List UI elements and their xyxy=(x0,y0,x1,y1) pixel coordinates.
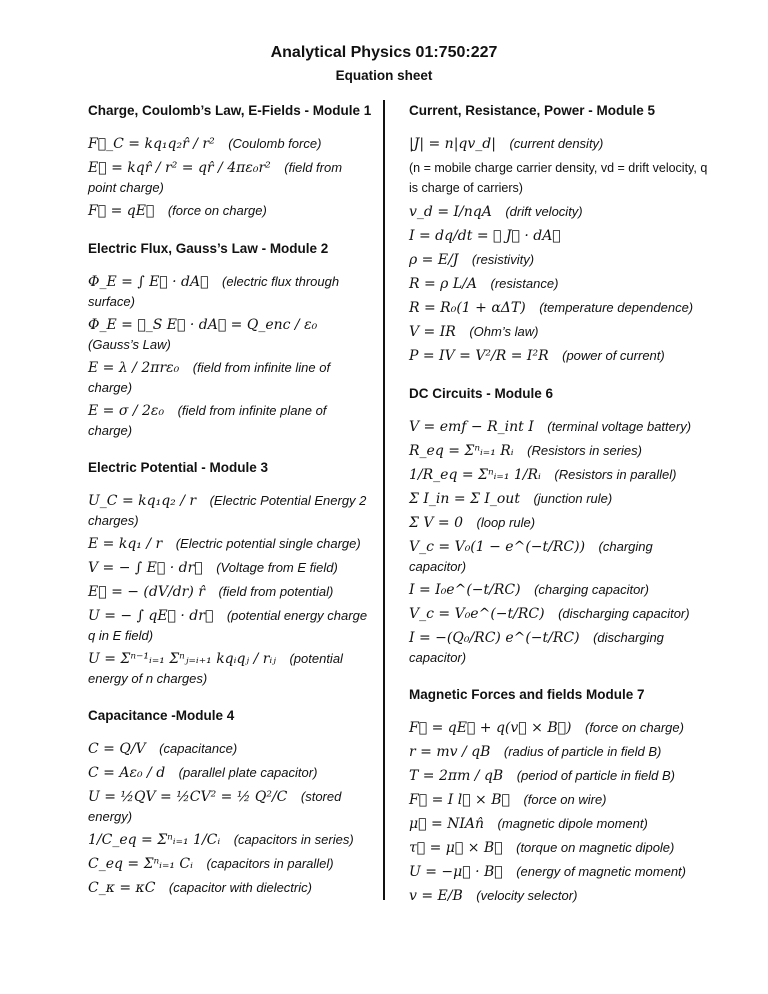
equation-section xyxy=(409,687,709,910)
equation-line xyxy=(409,862,709,882)
equation-line xyxy=(409,790,709,810)
equation-math: C_κ = κC xyxy=(88,880,156,896)
equation-description: (current density) xyxy=(509,136,604,151)
equation-line xyxy=(409,886,709,906)
equation-math: V = − ∫ E⃗ · dr⃗ xyxy=(88,560,203,576)
equation-math: I = −(Q₀/RC) e^(−t/RC) xyxy=(409,630,580,646)
equation-section xyxy=(88,103,373,225)
equation-line xyxy=(88,158,373,197)
equation-line xyxy=(88,358,373,397)
equation-math: E = λ / 2πrε₀ xyxy=(88,360,180,376)
equation-math: 1/C_eq = Σⁿᵢ₌₁ 1/Cᵢ xyxy=(88,832,221,848)
equation-description: (potential energy charge q in E field) xyxy=(88,608,368,643)
equation-line xyxy=(88,272,373,311)
column-divider xyxy=(383,100,385,900)
equation-math: E = σ / 2ε₀ xyxy=(88,403,165,419)
equation-math: I = dq/dt = ∮ J⃗ · dA⃗ xyxy=(409,228,561,244)
section-title: Capacitance -Module 4 xyxy=(88,708,235,723)
equation-math: Σ V = 0 xyxy=(409,515,463,531)
equation-description: (terminal voltage battery) xyxy=(547,419,692,434)
equation-math: F⃗ = qE⃗ xyxy=(88,203,155,219)
equation-math: V = emf − R_int I xyxy=(409,419,534,435)
equation-math: U = ½QV = ½CV² = ½ Q²/C xyxy=(88,789,288,805)
equation-math: v_d = I/nqA xyxy=(409,204,492,220)
equation-math: F⃗ = I l⃗ × B⃗ xyxy=(409,792,510,808)
equation-math: R = ρ L/A xyxy=(409,276,477,292)
equation-math: F⃗_C = kq₁q₂r̂ / r² xyxy=(88,136,215,152)
equation-description: (velocity selector) xyxy=(476,888,578,903)
equation-math: v = E/B xyxy=(409,888,463,904)
equation-line xyxy=(88,582,373,602)
equation-line xyxy=(409,202,709,222)
equation-description: (energy of magnetic moment) xyxy=(516,864,686,879)
equation-line xyxy=(409,489,709,509)
left-column xyxy=(88,103,373,918)
equation-math: C_eq = Σⁿᵢ₌₁ Cᵢ xyxy=(88,856,193,872)
equation-description: (force on charge) xyxy=(167,203,267,218)
equation-math: ρ = E/J xyxy=(409,252,459,268)
equation-description: (Electric Potential Energy 2 charges) xyxy=(88,493,367,528)
equation-description: (charging capacitor) xyxy=(409,539,653,574)
equation-line xyxy=(88,878,373,898)
equation-line xyxy=(409,465,709,485)
equation-line xyxy=(88,854,373,874)
equation-description: (electric flux through surface) xyxy=(88,274,340,309)
equation-line xyxy=(409,250,709,270)
equation-description: (Electric potential single charge) xyxy=(175,536,361,551)
equation-line xyxy=(409,580,709,600)
equation-description: (discharging capacitor) xyxy=(409,630,664,665)
equation-math: V = IR xyxy=(409,324,456,340)
equation-math: U = −μ⃗ · B⃗ xyxy=(409,864,503,880)
equation-line xyxy=(88,558,373,578)
equation-line xyxy=(88,491,373,530)
equation-description: (discharging capacitor) xyxy=(558,606,690,621)
equation-line xyxy=(88,315,373,354)
section-title: Electric Flux, Gauss’s Law - Module 2 xyxy=(88,241,329,256)
equation-section xyxy=(88,460,373,692)
equation-description: (Ohm’s law) xyxy=(469,324,539,339)
equation-math: V_c = V₀e^(−t/RC) xyxy=(409,606,545,622)
equation-math: r = mv / qB xyxy=(409,744,491,760)
equation-math: Φ_E = ∮_S E⃗ · dA⃗ = Q_enc / ε₀ xyxy=(88,317,318,333)
equation-math: V_c = V₀(1 − e^(−t/RC)) xyxy=(409,539,586,555)
equation-math: τ⃗ = μ⃗ × B⃗ xyxy=(409,840,503,856)
equation-line xyxy=(409,274,709,294)
equation-math: μ⃗ = NIAn̂ xyxy=(409,816,485,832)
equation-description: (field from infinite plane of charge) xyxy=(88,403,327,438)
equation-description: (Gauss’s Law) xyxy=(88,337,171,352)
equation-description: (field from potential) xyxy=(218,584,334,599)
equation-section xyxy=(88,708,373,902)
equation-line xyxy=(409,604,709,624)
equation-line xyxy=(409,226,709,246)
equation-math: E = kq₁ / r xyxy=(88,536,163,552)
equation-description: (torque on magnetic dipole) xyxy=(516,840,675,855)
equation-description: (resistivity) xyxy=(471,252,535,267)
equation-math: R = R₀(1 + αΔT) xyxy=(409,300,526,316)
equation-line xyxy=(88,649,373,688)
equation-math: U = − ∫ qE⃗ · dr⃗ xyxy=(88,608,214,624)
equation-line xyxy=(409,346,709,366)
equation-math: U_C = kq₁q₂ / r xyxy=(88,493,197,509)
equation-section xyxy=(409,103,709,370)
equation-line xyxy=(409,134,709,154)
equation-math: T = 2πm / qB xyxy=(409,768,504,784)
equation-math: C = Q/V xyxy=(88,741,146,757)
equation-math: E⃗ = − (dV/dr) r̂ xyxy=(88,584,205,600)
equation-line xyxy=(409,814,709,834)
equation-description: (resistance) xyxy=(490,276,559,291)
equation-description: (Voltage from E field) xyxy=(216,560,338,575)
page-title: Analytical Physics 01:750:227 xyxy=(270,44,498,61)
section-title: Charge, Coulomb’s Law, E-Fields - Module 1 xyxy=(88,103,372,118)
section-title: Current, Resistance, Power - Module 5 xyxy=(409,103,656,118)
equation-line xyxy=(88,763,373,783)
equation-description: (capacitors in series) xyxy=(233,832,354,847)
equation-line xyxy=(409,513,709,533)
equation-math: F⃗ = qE⃗ + q(v⃗ × B⃗) xyxy=(409,720,572,736)
equation-description: (junction rule) xyxy=(533,491,613,506)
equation-line xyxy=(409,742,709,762)
equation-math: |J| = n|qv_d| xyxy=(409,136,496,152)
equation-description: (potential energy of n charges) xyxy=(88,651,343,686)
section-title: Electric Potential - Module 3 xyxy=(88,460,269,475)
equation-description: (capacitance) xyxy=(159,741,238,756)
equation-math: I = I₀e^(−t/RC) xyxy=(409,582,521,598)
equation-math: P = IV = V²/R = I²R xyxy=(409,348,549,364)
equation-description: (magnetic dipole moment) xyxy=(497,816,648,831)
equation-line xyxy=(88,739,373,759)
equation-description: (field from infinite line of charge) xyxy=(88,360,331,395)
page-subtitle: Equation sheet xyxy=(335,68,433,83)
equation-line xyxy=(409,718,709,738)
equation-description: (force on charge) xyxy=(584,720,684,735)
equation-description: (parallel plate capacitor) xyxy=(178,765,318,780)
equation-description: (capacitors in parallel) xyxy=(206,856,334,871)
right-column xyxy=(409,103,709,926)
equation-line xyxy=(88,787,373,826)
equation-description: (power of current) xyxy=(562,348,665,363)
equation-section xyxy=(88,241,373,444)
equation-line xyxy=(409,417,709,437)
equation-line xyxy=(409,322,709,342)
equation-description: (field from point charge) xyxy=(88,160,343,195)
equation-math: E⃗ = kqr̂ / r² = qr̂ / 4πε₀r² xyxy=(88,160,271,176)
equation-description: (drift velocity) xyxy=(505,204,583,219)
equation-math: 1/R_eq = Σⁿᵢ₌₁ 1/Rᵢ xyxy=(409,467,541,483)
equation-description: (Resistors in series) xyxy=(527,443,642,458)
equation-line xyxy=(409,158,709,198)
equation-line xyxy=(88,201,373,221)
equation-math: Φ_E = ∫ E⃗ · dA⃗ xyxy=(88,274,209,290)
equation-note: (n = mobile charge carrier density, vd = drift velocity, q is charge of carriers) xyxy=(409,161,708,195)
equation-line xyxy=(88,401,373,440)
equation-line xyxy=(88,606,373,645)
equation-description: (force on wire) xyxy=(523,792,607,807)
equation-description: (Resistors in parallel) xyxy=(554,467,677,482)
equation-line xyxy=(88,134,373,154)
equation-math: Σ I_in = Σ I_out xyxy=(409,491,520,507)
equation-description: (temperature dependence) xyxy=(539,300,694,315)
equation-line xyxy=(88,534,373,554)
equation-line xyxy=(409,838,709,858)
equation-description: (capacitor with dielectric) xyxy=(168,880,312,895)
equation-math: R_eq = Σⁿᵢ₌₁ Rᵢ xyxy=(409,443,514,459)
equation-description: (radius of particle in field B) xyxy=(503,744,662,759)
equation-line xyxy=(409,628,709,667)
equation-description: (stored energy) xyxy=(88,789,342,824)
equation-line xyxy=(88,830,373,850)
section-title: DC Circuits - Module 6 xyxy=(409,386,554,401)
equation-section xyxy=(409,386,709,671)
equation-description: (period of particle in field B) xyxy=(516,768,675,783)
equation-math: U = Σⁿ⁻¹ᵢ₌₁ Σⁿⱼ₌ᵢ₊₁ kqᵢqⱼ / rᵢⱼ xyxy=(88,651,276,667)
equation-description: (charging capacitor) xyxy=(534,582,649,597)
equation-line xyxy=(409,537,709,576)
equation-description: (Coulomb force) xyxy=(228,136,322,151)
section-title: Magnetic Forces and fields Module 7 xyxy=(409,687,645,702)
equation-math: C = Aε₀ / d xyxy=(88,765,166,781)
equation-description: (loop rule) xyxy=(476,515,536,530)
equation-line xyxy=(409,441,709,461)
equation-line xyxy=(409,766,709,786)
equation-line xyxy=(409,298,709,318)
